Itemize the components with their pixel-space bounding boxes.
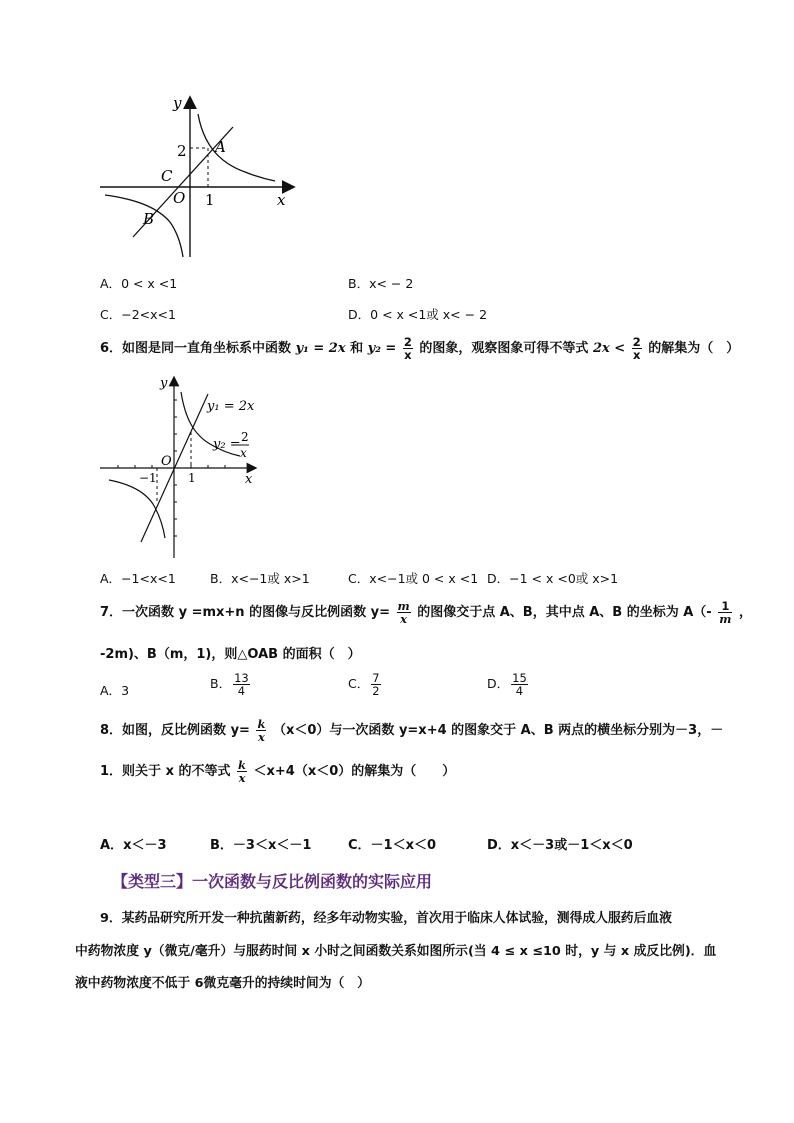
q7-stem-line1: 7．一次函数 y =mx+n 的图像与反比例函数 y= $\frac{m}{x}$ 的图像交于点 A、B，其中点 A、B 的坐标为 A（- $\frac{1}{m}$ ， (100, 599, 752, 627)
tick-neg1: −1 (139, 471, 157, 485)
section-heading: 【类型三】一次函数与反比例函数的实际应用 (112, 872, 433, 891)
label-y2-num: 2 (241, 430, 249, 444)
x-label: x (245, 472, 253, 487)
q5-option-b[interactable]: B．x< − 2 (348, 276, 414, 291)
hyperbola-q1 (198, 114, 275, 181)
origin-label: O (173, 189, 186, 207)
tick-2: 2 (177, 142, 187, 160)
q8-option-d[interactable]: D．x＜－3或－1＜x＜0 (487, 838, 633, 853)
graph-2 (95, 372, 265, 562)
q9-stem-line3: 液中药物浓度不低于 6微克毫升的持续时间为（ ） (75, 976, 370, 991)
label-y2-lhs: y₂ = (213, 437, 241, 452)
q6-option-d[interactable]: D．−1 < x <0或 x>1 (487, 571, 619, 586)
q8-stem-line1: 8．如图，反比例函数 y= $\frac{k}{x}$ （x＜0）与一次函数 y=x+4 的图象交于 A、B 两点的横坐标分别为－3，－ (100, 717, 724, 745)
q6-option-c[interactable]: C．x<−1或 0 < x <1 (348, 571, 479, 586)
q7-frac-1m: $\frac{1}{m}$ (719, 599, 732, 627)
q8-option-c[interactable]: C．－1＜x＜0 (348, 838, 437, 853)
origin-label: O (161, 454, 172, 469)
q7-option-d[interactable]: D． $\frac{15}{4}$ (487, 671, 527, 699)
x-label: x (277, 191, 286, 209)
tick-1: 1 (188, 471, 196, 485)
q8-frac-k: $\frac{k}{x}$ (257, 717, 266, 745)
q6-option-a[interactable]: A．−1<x<1 (100, 571, 176, 586)
label-y2-den: x (240, 446, 247, 460)
q5-option-a[interactable]: A．0 < x <1 (100, 276, 178, 291)
q7-option-a[interactable]: A．3 (100, 683, 130, 698)
y-label: y (173, 94, 182, 112)
q8-stem-line2: 1．则关于 x 的不等式 $\frac{k}{x}$ ＜x+4（x＜0）的解集为（ ） (100, 758, 456, 786)
q5-option-c[interactable]: C．−2<x<1 (100, 307, 176, 322)
tick-1: 1 (205, 191, 215, 209)
q7-frac-mx: $\frac{m}{x}$ (397, 599, 410, 627)
point-b-label: B (143, 210, 155, 228)
graph-1 (95, 92, 305, 262)
q7-option-c[interactable]: C． $\frac{7}{2}$ (348, 671, 380, 699)
point-a-label: A (215, 138, 226, 156)
q6-stem: 6．如图是同一直角坐标系中函数 y₁ = 2x 和 y₂ = $\frac{2}{x}$ 的图象，观察图象可得不等式 2x < $\frac{2}{x}$ 的解集为（ ） (100, 335, 740, 363)
q8-frac-k2: $\frac{k}{x}$ (238, 758, 246, 786)
q8-option-a[interactable]: A．x＜－3 (100, 838, 167, 853)
label-y1: y₁ = 2x (207, 399, 255, 414)
q9-stem-line2: 中药物浓度 y（微克/毫升）与服药时间 x 小时之间函数关系如图所示(当 4 ≤ x ≤10 时，y 与 x 成反比例)．血 (75, 944, 717, 959)
q5-option-d[interactable]: D．0 < x <1或 x< − 2 (348, 307, 488, 322)
y-label: y (160, 376, 168, 391)
point-c-label: C (161, 167, 173, 185)
q8-option-b[interactable]: B．－3＜x＜－1 (210, 838, 312, 853)
q7-stem-line2: -2m)、B（m，1)，则△OAB 的面积（ ） (100, 647, 361, 662)
q6-frac-1: $\frac{2}{x}$ (403, 335, 412, 363)
q6-option-b[interactable]: B．x<−1或 x>1 (210, 571, 310, 586)
q6-frac-2: $\frac{2}{x}$ (632, 335, 641, 363)
q9-stem-line1: 9．某药品研究所开发一种抗菌新药，经多年动物实验，首次用于临床人体试验，测得成人服药后血液 (100, 911, 672, 926)
q7-option-b[interactable]: B． $\frac{13}{4}$ (210, 671, 249, 699)
